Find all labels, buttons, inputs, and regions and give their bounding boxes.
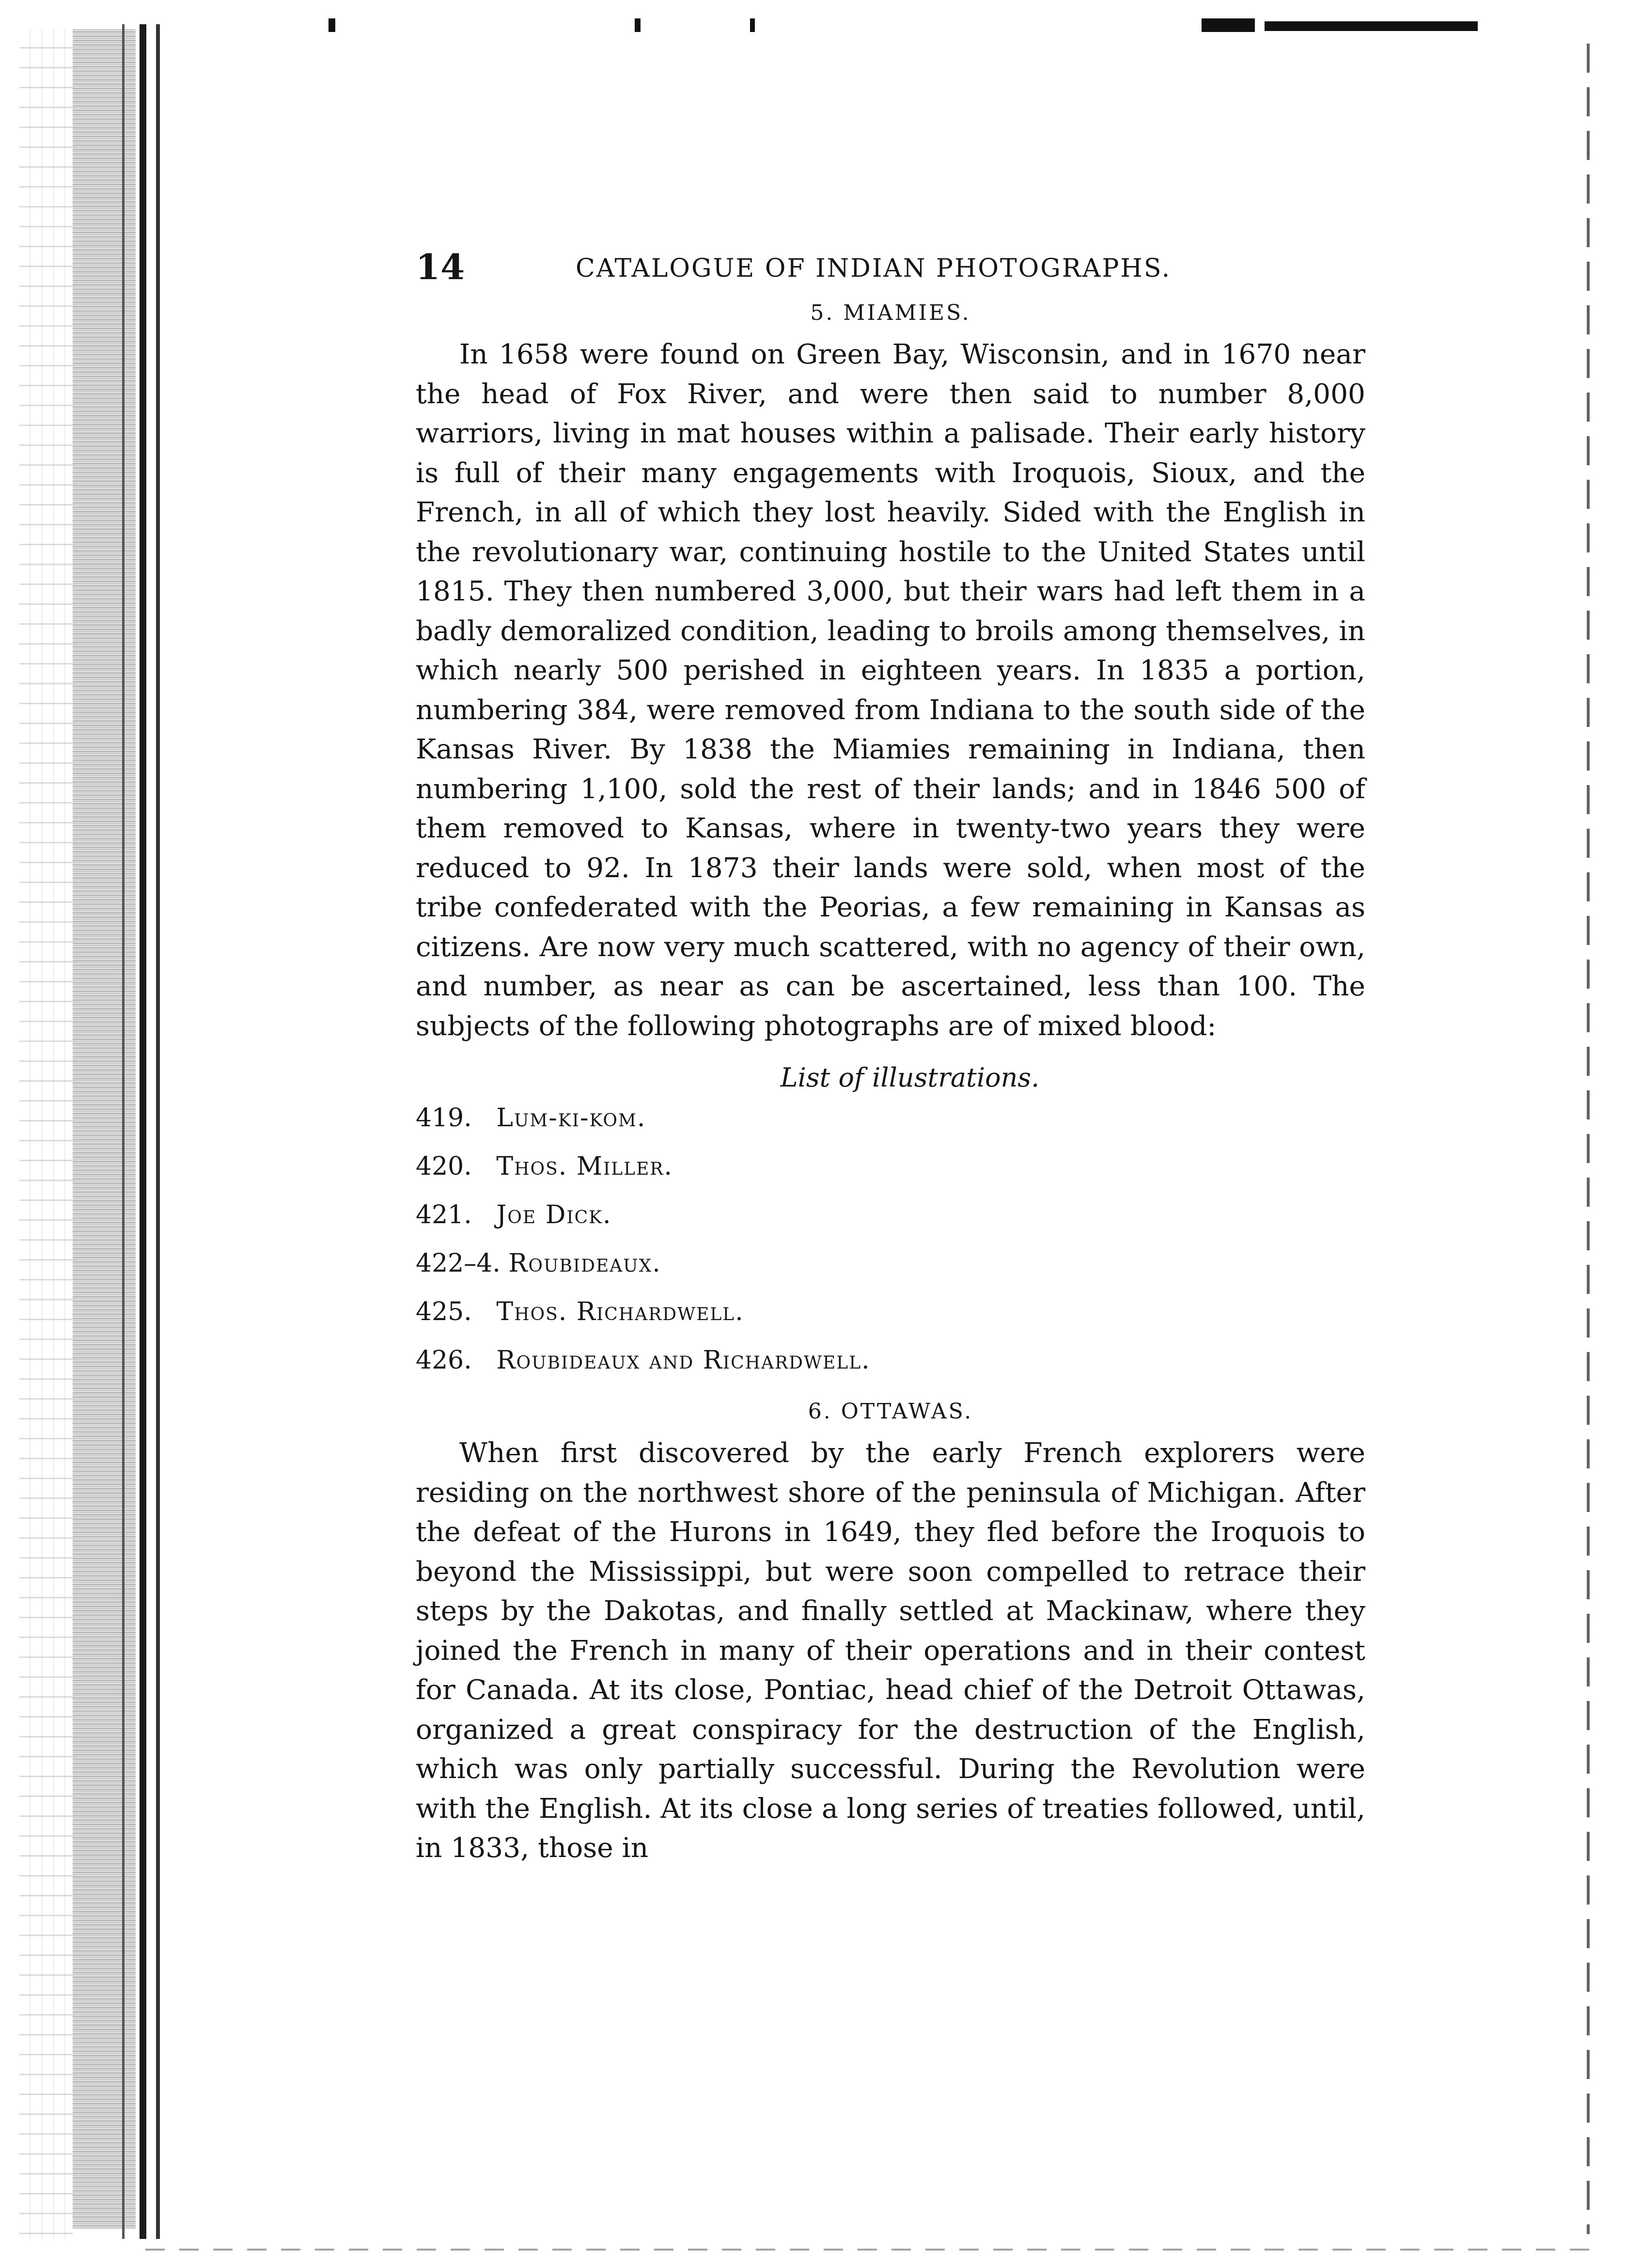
scan-top-mark [328,18,335,32]
list-item [416,1094,1365,1142]
section-heading: 6. OTTAWAS. [808,1399,973,1424]
illustration-name: Roubideaux. [508,1249,661,1278]
scan-right-edge [1587,44,1590,2234]
list-item [416,1239,1365,1288]
illustration-number: 420. [416,1152,472,1181]
illustration-number: 419. [416,1103,472,1133]
section-miamies [416,300,1365,1385]
illustration-number: 426. [416,1346,472,1375]
page-number: 14 [416,246,466,287]
illustrations-list [416,1094,1365,1385]
illustration-name: Thos. Miller. [496,1152,673,1181]
book-page [416,237,1365,1868]
section-ottawas [416,1399,1365,1868]
scan-top-mark [635,18,641,32]
running-title: CATALOGUE OF INDIAN PHOTOGRAPHS. [576,254,1172,283]
illustration-number: 421. [416,1200,472,1229]
list-item [416,1142,1365,1191]
section-paragraph: When first discovered by the early French explorers were residing on the northwest shore of the peninsula of Michigan. After the defeat of the Hurons in 1649, they fled before the Iroquois to beyond the Mississippi, but were soon compelled to retrace their steps by the Dakotas, and finally settled at Mackinaw, where they joined the French in many of their operations and in their contest for Canada. At its close, Pontiac, head chief of the Detroit Ottawas, organized a great conspiracy for the destruction of the English, which was only partially successful. During the Revolution were with the English. At its close a long series of treaties followed, until, in 1833, those in [416,1437,1365,1864]
scan-speckle-left [19,29,73,2239]
binding-line-main [140,24,146,2239]
running-head [416,237,1365,286]
scan-binding-shadow [73,29,136,2229]
list-item [416,1336,1365,1385]
binding-line-outer [122,24,125,2239]
illustration-name: Roubideaux and Richardwell. [496,1346,871,1375]
list-item [416,1288,1365,1336]
binding-line-inner [156,24,160,2239]
illustration-number: 422–4. [416,1249,500,1278]
scan-top-mark [1202,18,1255,32]
illustrations-caption: List of illustrations. [780,1062,1040,1093]
illustration-name: Lum-ki-kom. [496,1103,646,1133]
list-item [416,1191,1365,1239]
scan-bottom-edge [145,2249,1599,2251]
section-heading: 5. MIAMIES. [810,300,971,325]
section-paragraph: In 1658 were found on Green Bay, Wisconsin, and in 1670 near the head of Fox River, and were then said to number 8,000 warriors, living in mat houses within a palisade. Their early history is full of their many engagements with Iroquois, Sioux, and the French, in all of which they lost heavily. Sided with the English in the revolutionary war, continuing hostile to the United States until 1815. They then numbered 3,000, but their wars had left them in a badly demoralized condition, leading to broils among themselves, in which nearly 500 perished in eighteen years. In 1835 a portion, numbering 384, were removed from Indiana to the south side of the Kansas River. By 1838 the Miamies remaining in Indiana, then numbering 1,100, sold the rest of their lands; and in 1846 500 of them removed to Kansas, where in twenty-two years they were reduced to 92. In 1873 their lands were sold, when most of the tribe confederated with the Peorias, a few remaining in Kansas as citizens. Are now very much scattered, with no agency of their own, and number, as near as can be ascertained, less than 100. The subjects of the following photographs are of mixed blood: [416,339,1365,1042]
illustration-number: 425. [416,1297,472,1326]
scan-top-mark [750,18,755,32]
illustration-name: Joe Dick. [496,1200,612,1229]
scan-top-mark [1265,21,1478,31]
illustration-name: Thos. Richardwell. [496,1297,744,1326]
